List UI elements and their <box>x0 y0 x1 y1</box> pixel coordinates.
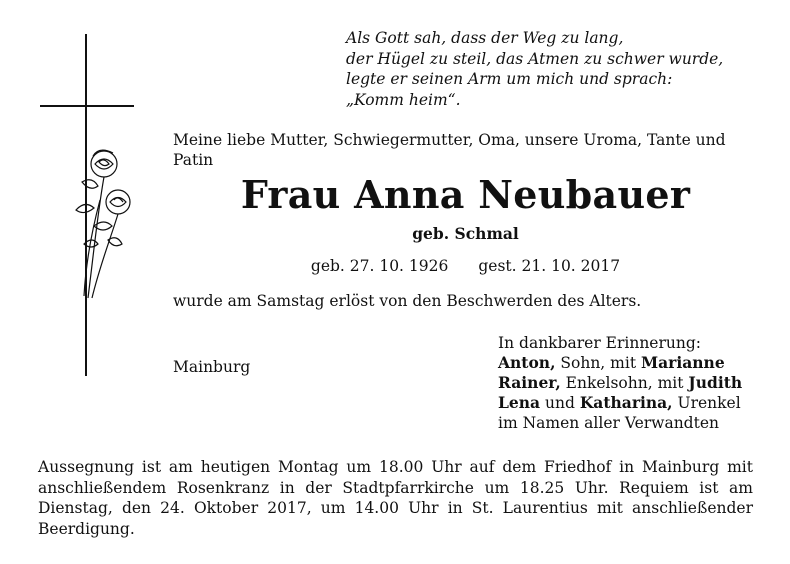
place: Mainburg <box>173 358 251 376</box>
family-name: Katharina, <box>579 393 673 412</box>
relation-text: Sohn, mit <box>555 354 641 372</box>
signoff-line: im Namen aller Verwandten <box>498 414 719 432</box>
signoff-line <box>498 353 768 373</box>
family-name: Judith <box>688 373 743 392</box>
relation-text: Urenkel <box>672 394 741 412</box>
death-date: gest. 21. 10. 2017 <box>478 257 621 275</box>
funeral-details: Aussegnung ist am heutigen Montag um 18.00 Uhr auf dem Friedhof in Mainburg mit anschließendem Rosenkranz in der Stadtpfarrkirche um 18.25 Uhr. Requiem ist am Dienstag, den 24. Oktober 2017, um 14.00 Uhr in St. Laurentius mit anschließender Beerdigung. <box>38 458 753 538</box>
signoff-line <box>498 373 768 393</box>
deceased-name: Frau Anna Neubauer <box>240 172 691 217</box>
intro-text: Meine liebe Mutter, Schwiegermutter, Oma, unsere Uroma, Tante und Patin <box>173 131 726 169</box>
family-name: Lena <box>498 393 541 412</box>
family-name: Rainer, <box>498 373 561 392</box>
family-signoff <box>498 333 768 433</box>
birth-date: geb. 27. 10. 1926 <box>310 257 449 275</box>
poem <box>346 28 766 110</box>
signoff-heading: In dankbarer Erinnerung: <box>498 334 701 352</box>
maiden-name: geb. Schmal <box>412 224 519 243</box>
signoff-line <box>498 393 768 413</box>
poem-line: „Komm heim“. <box>346 90 461 109</box>
released-text: wurde am Samstag erlöst von den Beschwerden des Alters. <box>173 292 642 310</box>
family-name: Marianne <box>640 353 725 372</box>
life-dates <box>173 257 758 275</box>
cross-horizontal-bar <box>40 105 134 107</box>
poem-line: legte er seinen Arm um mich und sprach: <box>346 70 673 88</box>
relation-text: Enkelsohn, mit <box>560 374 689 392</box>
poem-line: Als Gott sah, dass der Weg zu lang, <box>346 29 624 47</box>
roses-icon <box>64 140 140 300</box>
poem-line: der Hügel zu steil, das Atmen zu schwer wurde, <box>346 49 724 68</box>
family-name: Anton, <box>498 353 556 372</box>
relation-text: und <box>540 394 580 412</box>
